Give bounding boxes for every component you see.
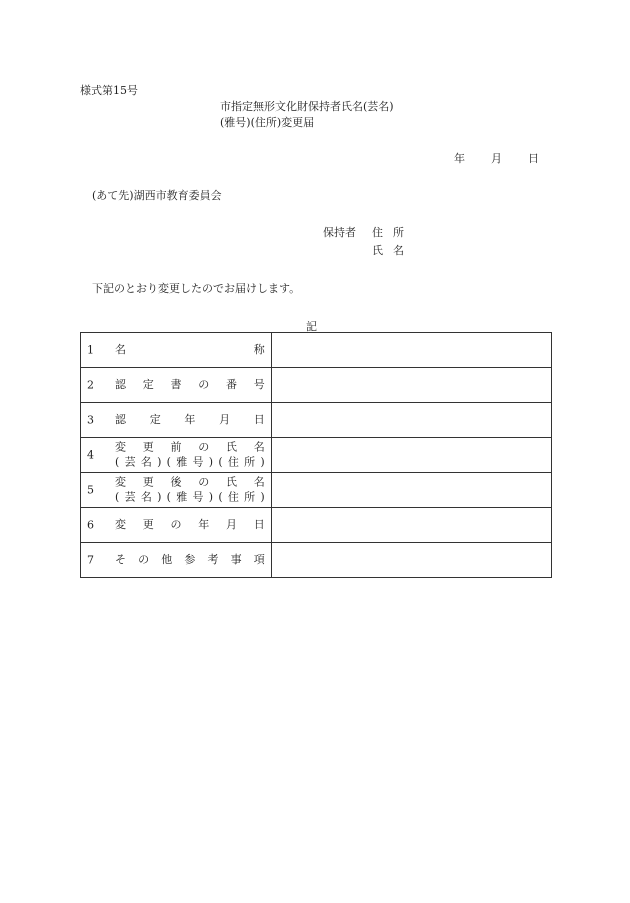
row-label-char: ( (115, 455, 120, 469)
row-label-char: ( (218, 490, 223, 504)
row-label-char: ) (260, 490, 265, 504)
row-label-char: 更 (142, 518, 154, 531)
date-month: 月 (491, 152, 502, 165)
row-label-line (115, 413, 265, 427)
row-label-char: ( (218, 455, 223, 469)
row-label-char: 定 (149, 413, 161, 426)
row-label (115, 413, 265, 427)
document-title-line1: 市指定無形文化財保持者氏名(芸名) (220, 100, 394, 113)
table-row (81, 438, 552, 473)
row-label (115, 343, 265, 357)
row-label-char: ) (157, 455, 162, 469)
row-label-char: の (138, 553, 150, 566)
row-label-char: の (198, 440, 210, 454)
row-label (115, 476, 265, 505)
addressee: (あて先)湖西市教育委員会 (92, 189, 222, 202)
table-row (81, 543, 552, 578)
row-label-char: ( (166, 490, 171, 504)
row-label-char: 号 (192, 490, 204, 504)
row-value-field[interactable] (271, 333, 551, 368)
row-label-char: 号 (192, 455, 204, 469)
row-label-cell (81, 333, 272, 368)
table-row (81, 368, 552, 403)
row-label-line (115, 476, 265, 490)
row-label-char: 所 (244, 490, 256, 504)
row-label-char: の (198, 475, 210, 489)
row-label-char: 名 (140, 490, 152, 504)
row-label-char: の (170, 518, 182, 531)
row-label-cell (81, 508, 272, 543)
row-label (115, 378, 265, 392)
row-number: 6 (87, 518, 94, 532)
row-label-char: ( (166, 455, 171, 469)
row-label-char: 月 (219, 413, 231, 426)
row-label-char: 名 (253, 475, 265, 489)
row-label-char: ) (208, 455, 214, 469)
row-label-cell (81, 368, 272, 403)
date-field (454, 150, 539, 166)
row-label-char: の (198, 378, 210, 391)
row-label-line (115, 343, 265, 357)
row-value-field[interactable] (271, 403, 551, 438)
row-label-char: 後 (170, 475, 182, 489)
row-label-char: 名 (140, 455, 152, 469)
row-label-char: 事 (230, 553, 242, 566)
row-label-char: 芸 (124, 490, 136, 504)
row-label-char: ) (260, 455, 265, 469)
row-label-line (115, 456, 265, 470)
row-label-char: ( (115, 490, 120, 504)
row-value-field[interactable] (271, 508, 551, 543)
row-label-char: 前 (170, 440, 182, 454)
row-label-line (115, 441, 265, 455)
row-label-char: 変 (115, 440, 126, 454)
row-value-field[interactable] (271, 543, 551, 578)
form-table (80, 332, 552, 578)
row-label-char: 変 (115, 475, 126, 489)
row-number: 3 (87, 413, 94, 427)
row-label-char: 認 (115, 413, 126, 426)
holder-address-label: 住所 (372, 226, 414, 239)
row-label-char: 住 (227, 490, 239, 504)
row-label-char: ) (157, 490, 162, 504)
row-number: 2 (87, 378, 94, 392)
row-label-line (115, 518, 265, 532)
row-label-char: 日 (253, 413, 265, 426)
row-label-char: 住 (227, 455, 239, 469)
row-label-char: 更 (142, 440, 154, 454)
row-label-char: 雅 (176, 490, 188, 504)
row-label-char: 年 (198, 518, 210, 531)
holder-label: 保持者 (323, 226, 356, 239)
row-label-char: 参 (184, 553, 196, 566)
row-label-char: 雅 (176, 455, 188, 469)
row-number: 7 (87, 553, 94, 567)
table-row (81, 403, 552, 438)
row-label-cell (81, 438, 272, 473)
row-label-char: 称 (253, 343, 265, 356)
row-label-char: 変 (115, 518, 126, 531)
row-label-char: 名 (253, 440, 265, 454)
row-label-char: ) (208, 490, 214, 504)
row-label (115, 441, 265, 470)
table-row (81, 508, 552, 543)
row-label-line (115, 491, 265, 505)
document-title-line2: (雅号)(住所)変更届 (220, 116, 315, 129)
row-value-field[interactable] (271, 438, 551, 473)
row-label-char: 認 (115, 378, 126, 391)
ki-heading: 記 (306, 320, 317, 333)
date-year: 年 (454, 152, 465, 165)
row-label-char: 年 (184, 413, 196, 426)
form-number: 様式第15号 (80, 84, 138, 97)
holder-name-label: 氏名 (372, 244, 414, 257)
body-text: 下記のとおり変更したのでお届けします。 (92, 282, 301, 295)
row-label-char: 号 (253, 378, 265, 391)
row-label-cell (81, 543, 272, 578)
row-label-line (115, 553, 265, 567)
row-label-char: 更 (142, 475, 154, 489)
row-number: 5 (87, 483, 94, 497)
row-label-char: 日 (253, 518, 265, 531)
row-label-char: 名 (115, 343, 126, 356)
row-label-char: そ (115, 553, 126, 566)
row-label (115, 518, 265, 532)
row-label-char: 書 (170, 378, 182, 391)
row-number: 1 (87, 343, 94, 357)
row-label-char: 考 (207, 553, 219, 566)
row-label-char: 他 (161, 553, 173, 566)
row-label-char: 氏 (226, 440, 237, 454)
row-label-char: 定 (142, 378, 154, 391)
row-label-char: 月 (226, 518, 237, 531)
row-label-cell (81, 403, 272, 438)
row-label-char: 氏 (226, 475, 237, 489)
row-label-char: 芸 (124, 455, 136, 469)
row-label-line (115, 378, 265, 392)
row-value-field[interactable] (271, 473, 551, 508)
table-row (81, 473, 552, 508)
table-row (81, 333, 552, 368)
row-label-cell (81, 473, 272, 508)
row-value-field[interactable] (271, 368, 551, 403)
row-label-char: 項 (253, 553, 265, 566)
row-label (115, 553, 265, 567)
row-label-char: 番 (226, 378, 237, 391)
date-day: 日 (528, 152, 539, 165)
row-number: 4 (87, 448, 94, 462)
row-label-char: 所 (244, 455, 256, 469)
